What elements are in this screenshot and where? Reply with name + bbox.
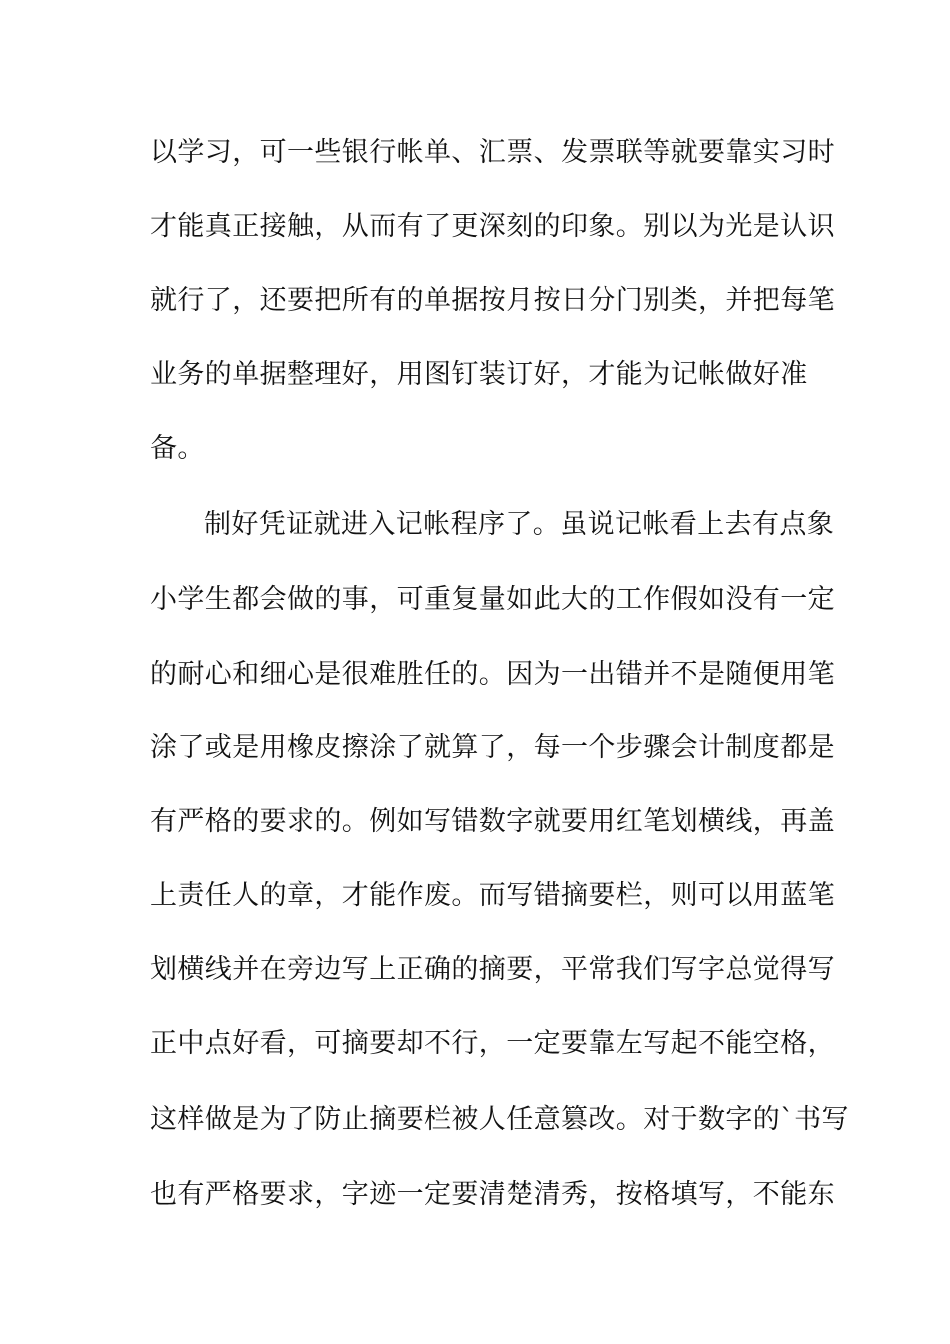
text-line: 划横线并在旁边写上正确的摘要，平常我们写字总觉得写 [150, 954, 835, 985]
text-line: 小学生都会做的事，可重复量如此大的工作假如没有一定 [150, 584, 835, 615]
text-line: 也有严格要求，字迹一定要清楚清秀，按格填写，不能东 [150, 1179, 835, 1210]
text-line: 这样做是为了防止摘要栏被人任意篡改。对于数字的`书写 [150, 1104, 849, 1135]
text-line: 就行了，还要把所有的单据按月按日分门别类，并把每笔 [150, 285, 835, 316]
text-line: 业务的单据整理好，用图钉装订好，才能为记帐做好准 [150, 359, 808, 390]
text-line: 的耐心和细心是很难胜任的。因为一出错并不是随便用笔 [150, 659, 835, 690]
text-line: 才能真正接触，从而有了更深刻的印象。别以为光是认识 [150, 211, 835, 242]
text-line: 制好凭证就进入记帐程序了。虽说记帐看上去有点象 [204, 509, 835, 540]
text-line: 有严格的要求的。例如写错数字就要用红笔划横线，再盖 [150, 806, 835, 837]
text-line: 备。 [150, 433, 205, 464]
text-line: 涂了或是用橡皮擦涂了就算了，每一个步骤会计制度都是 [150, 732, 835, 763]
text-line: 正中点好看，可摘要却不行，一定要靠左写起不能空格， [150, 1028, 835, 1059]
text-line: 上责任人的章，才能作废。而写错摘要栏，则可以用蓝笔 [150, 880, 835, 911]
text-line: 以学习，可一些银行帐单、汇票、发票联等就要靠实习时 [150, 137, 835, 168]
